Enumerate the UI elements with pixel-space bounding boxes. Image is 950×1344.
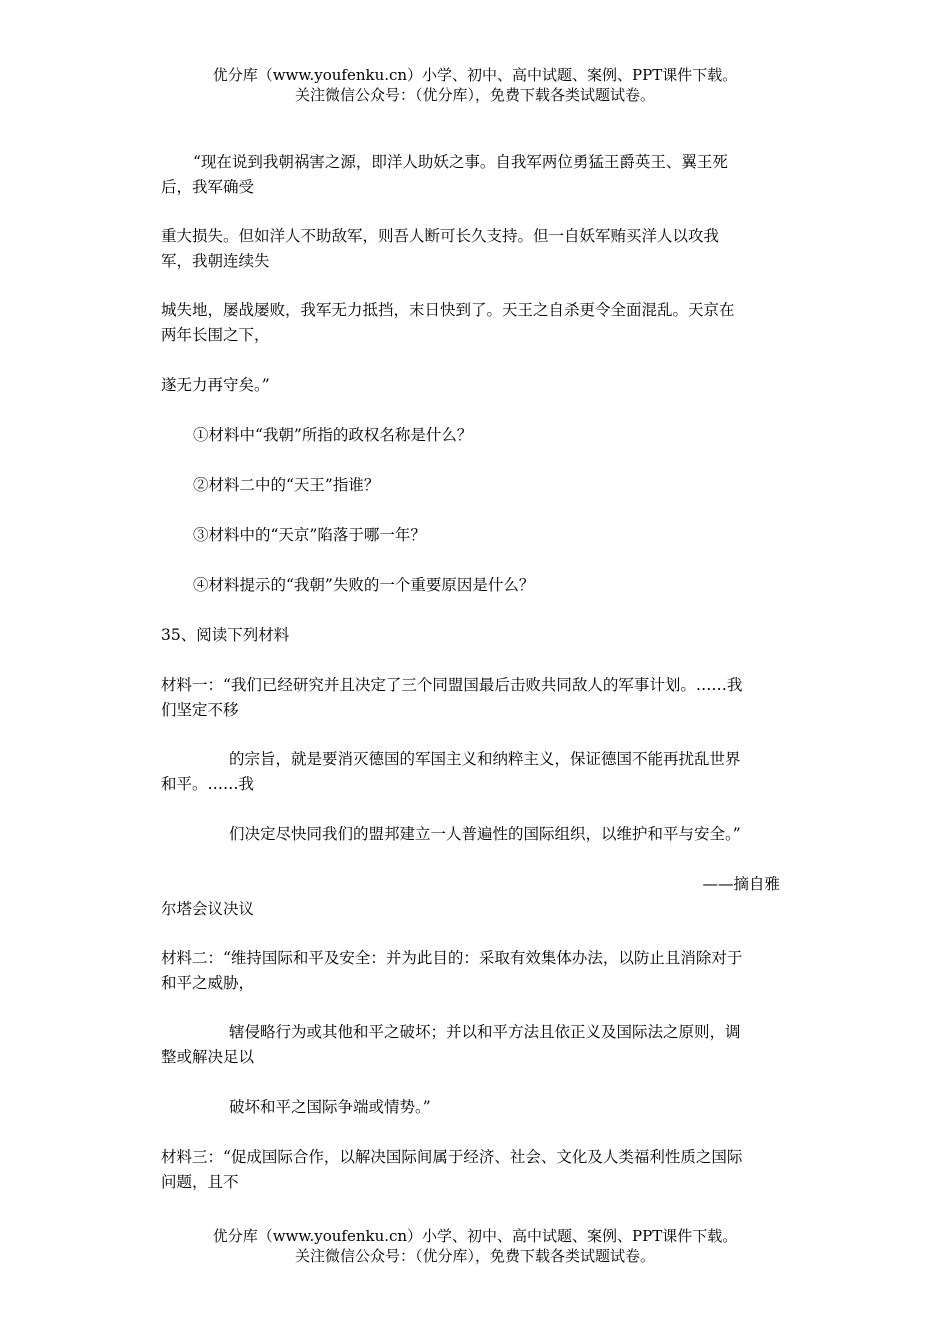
question-item: ①材料中“我朝”所指的政权名称是什么？: [193, 426, 473, 444]
material-line: 们决定尽快同我们的盟邦建立一人普遍性的国际组织，以维护和平与安全。”: [229, 825, 741, 843]
passage-line: 重大损失。但如洋人不助敌军，则吾人断可长久支持。但一自妖军贿买洋人以攻我: [161, 227, 720, 245]
header-line-1: 优分库（www.youfenku.cn）小学、初中、高中试题、案例、PPT课件下载。: [212, 66, 738, 84]
question-item: ④材料提示的“我朝”失败的一个重要原因是什么？: [193, 576, 535, 594]
material-source: ——摘自雅: [702, 875, 780, 893]
question-title: 35、阅读下列材料: [161, 626, 290, 644]
material-line: 辖侵略行为或其他和平之破坏；并以和平方法且依正义及国际法之原则，调: [229, 1023, 741, 1041]
header-line-2: 关注微信公众号：（优分库），免费下载各类试题试卷。: [294, 86, 655, 104]
question-item: ②材料二中的“天王”指谁？: [193, 476, 380, 494]
footer-line-2: 关注微信公众号：（优分库），免费下载各类试题试卷。: [294, 1247, 655, 1265]
passage-line: 遂无力再守矣。”: [161, 376, 270, 394]
material-line: 问题，且不: [161, 1173, 239, 1191]
passage-line: 后，我军确受: [161, 178, 255, 196]
material-line: 们坚定不移: [161, 701, 239, 719]
material-line: 整或解决足以: [161, 1048, 255, 1066]
material-line: 的宗旨，就是要消灭德国的军国主义和纳粹主义，保证德国不能再扰乱世界: [229, 750, 741, 768]
material-line: 材料三：“促成国际合作，以解决国际间属于经济、社会、文化及人类福利性质之国际: [161, 1148, 743, 1166]
footer-line-1: 优分库（www.youfenku.cn）小学、初中、高中试题、案例、PPT课件下载。: [212, 1227, 738, 1245]
material-line: 材料二：“维持国际和平及安全：并为此目的：采取有效集体办法，以防止且消除对于: [161, 949, 743, 967]
passage-line: 军，我朝连续失: [161, 252, 270, 270]
material-line: 破坏和平之国际争端或情势。”: [229, 1098, 431, 1116]
material-line: 和平。……我: [161, 775, 255, 793]
passage-line: 两年长围之下，: [161, 326, 270, 344]
material-line: 材料一：“我们已经研究并且决定了三个同盟国最后击败共同敌人的军事计划。……我: [161, 676, 743, 694]
passage-line: 城失地，屡战屡败，我军无力抵挡，末日快到了。天王之自杀更令全面混乱。天京在: [161, 301, 735, 319]
material-source: 尔塔会议决议: [161, 900, 255, 918]
passage-line: “现在说到我朝祸害之源，即洋人助妖之事。自我军两位勇猛王爵英王、翼王死: [193, 153, 728, 171]
material-line: 和平之威胁，: [161, 974, 255, 992]
question-item: ③材料中的“天京”陷落于哪一年？: [193, 526, 426, 544]
